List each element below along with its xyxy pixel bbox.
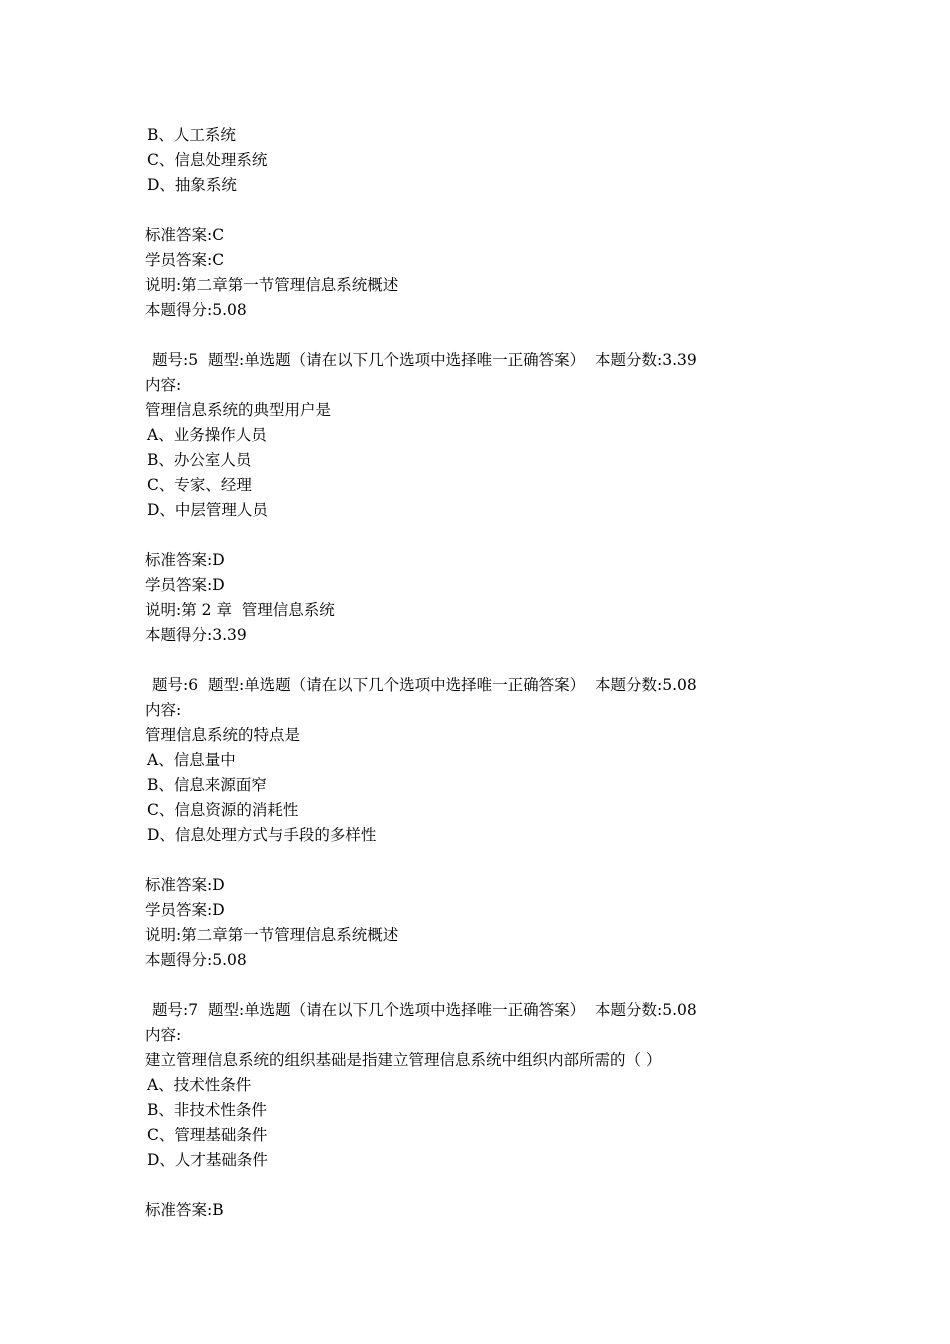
score-got: 本题得分:5.08 (145, 951, 247, 969)
option-d: D、信息处理方式与手段的多样性 (147, 826, 377, 844)
standard-answer: 标准答案:D (145, 876, 225, 894)
option-b: B、信息来源面窄 (147, 776, 267, 794)
standard-answer: 标准答案:D (145, 551, 225, 569)
spacer (145, 973, 905, 998)
option-c: C、信息处理系统 (147, 151, 268, 169)
option-b: B、办公室人员 (147, 451, 252, 469)
content-label: 内容: (145, 376, 182, 394)
score-got: 本题得分:5.08 (145, 301, 247, 319)
spacer (145, 1173, 905, 1198)
option-a: A、技术性条件 (147, 1076, 252, 1094)
question-stem: 建立管理信息系统的组织基础是指建立管理信息系统中组织内部所需的（ ） (145, 1051, 662, 1069)
answer-note: 说明:第二章第一节管理信息系统概述 (145, 276, 399, 294)
content-label: 内容: (145, 1026, 182, 1044)
answer-note: 说明:第 2 章 管理信息系统 (145, 601, 335, 619)
score-got: 本题得分:3.39 (145, 626, 247, 644)
spacer (145, 648, 905, 673)
question-stem: 管理信息系统的典型用户是 (145, 401, 332, 419)
document-page (145, 123, 905, 1223)
option-d: D、中层管理人员 (147, 501, 268, 519)
standard-answer: 标准答案:C (145, 226, 225, 244)
student-answer: 学员答案:C (145, 251, 225, 269)
option-a: A、业务操作人员 (147, 426, 267, 444)
question-header: 题号:7 题型:单选题（请在以下几个选项中选择唯一正确答案） 本题分数:5.08 (152, 1001, 697, 1019)
option-c: C、管理基础条件 (147, 1126, 268, 1144)
option-b: B、人工系统 (147, 126, 236, 144)
option-d: D、抽象系统 (147, 176, 237, 194)
content-label: 内容: (145, 701, 182, 719)
question-block-6 (145, 673, 905, 998)
option-c: C、专家、经理 (147, 476, 252, 494)
student-answer: 学员答案:D (145, 576, 225, 594)
spacer (145, 323, 905, 348)
option-b: B、非技术性条件 (147, 1101, 267, 1119)
answer-note: 说明:第二章第一节管理信息系统概述 (145, 926, 399, 944)
option-c: C、信息资源的消耗性 (147, 801, 299, 819)
question-block-7 (145, 998, 905, 1223)
student-answer: 学员答案:D (145, 901, 225, 919)
spacer (145, 523, 905, 548)
spacer (145, 848, 905, 873)
spacer (145, 198, 905, 223)
option-d: D、人才基础条件 (147, 1151, 268, 1169)
standard-answer: 标准答案:B (145, 1201, 224, 1219)
option-a: A、信息量中 (147, 751, 236, 769)
question-block-5 (145, 348, 905, 673)
prev-question-block (145, 123, 905, 348)
question-stem: 管理信息系统的特点是 (145, 726, 301, 744)
question-header: 题号:5 题型:单选题（请在以下几个选项中选择唯一正确答案） 本题分数:3.39 (152, 351, 697, 369)
question-header: 题号:6 题型:单选题（请在以下几个选项中选择唯一正确答案） 本题分数:5.08 (152, 676, 697, 694)
